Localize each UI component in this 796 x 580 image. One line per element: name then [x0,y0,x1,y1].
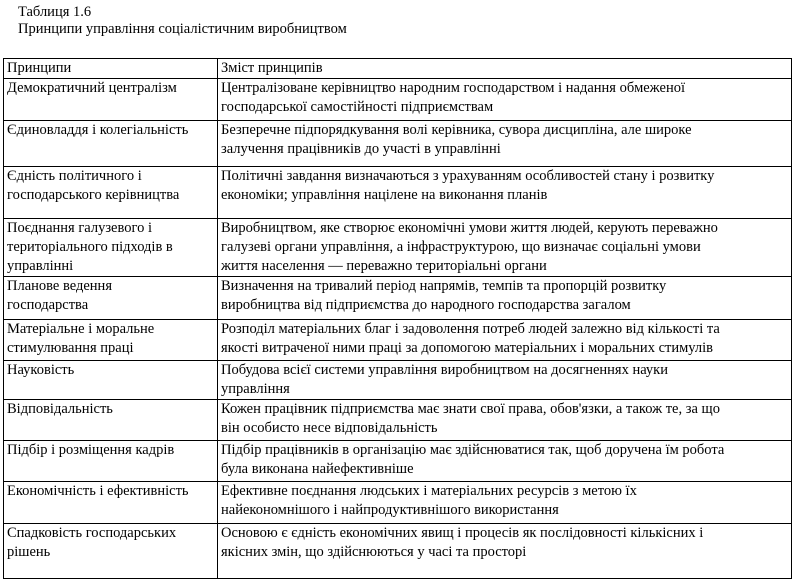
table-row [4,79,792,121]
table-row [4,121,792,167]
principles-table [3,58,792,579]
content-cell: Розподіл матеріальних благ і задоволення потреб людей залежно від кількості та якості витраченої ними праці за допомогою матеріальних і моральних стимулів [218,320,792,361]
principle-cell: Відповідальність [4,400,218,441]
content-cell: Визначення на тривалий період напрямів, темпів та пропорцій розвитку виробництва від підприємства до народного господарства загалом [218,277,792,320]
header-content: Зміст принципів [218,59,792,79]
content-cell: Політичні завдання визначаються з урахуванням особливостей стану і розвитку економіки; управління націлене на виконання планів [218,167,792,219]
content-cell: Кожен працівник підприємства має знати свої права, обов'язки, а також те, за що він особисто несе відповідальність [218,400,792,441]
table-row [4,219,792,277]
header-principles: Принципи [4,59,218,79]
principle-cell: Єдність політичного і господарського керівництва [4,167,218,219]
table-number: Таблиця 1.6 [18,4,92,20]
table-row [4,361,792,400]
principle-cell: Науковість [4,361,218,400]
content-cell: Централізоване керівництво народним господарством і надання обмеженої господарської самостійності підприємствам [218,79,792,121]
table-row [4,167,792,219]
content-cell: Ефективне поєднання людських і матеріальних ресурсів з метою їх найекономнішого і найпродуктивнішого використання [218,482,792,524]
table-header-row [4,59,792,79]
principle-cell: Поєднання галузевого і територіального підходів в управлінні [4,219,218,277]
principle-cell: Економічність і ефективність [4,482,218,524]
content-cell: Основою є єдність економічних явищ і процесів як послідовності кількісних і якісних змін, що здійснюються у часі та просторі [218,524,792,579]
table-row [4,277,792,320]
content-cell: Побудова всієї системи управління виробництвом на досягненнях науки управління [218,361,792,400]
table-row [4,441,792,482]
table-row [4,400,792,441]
principle-cell: Спадковість господарських рішень [4,524,218,579]
principle-cell: Демократичний централізм [4,79,218,121]
content-cell: Виробництвом, яке створює економічні умови життя людей, керують переважно галузеві органи управління, а інфраструктурою, що визначає соціальні умови життя населення — переважно територіальні органи [218,219,792,277]
principle-cell: Єдиновладдя і колегіальність [4,121,218,167]
table-row [4,320,792,361]
principle-cell: Планове ведення господарства [4,277,218,320]
principle-cell: Матеріальне і моральне стимулювання праці [4,320,218,361]
table-title: Принципи управління соціалістичним виробництвом [18,21,347,37]
table-row [4,482,792,524]
principle-cell: Підбір і розміщення кадрів [4,441,218,482]
content-cell: Підбір працівників в організацію має здійснюватися так, щоб доручена їм робота була виконана найефективніше [218,441,792,482]
table-row [4,524,792,579]
content-cell: Безперечне підпорядкування волі керівника, сувора дисципліна, але широке залучення працівників до участі в управлінні [218,121,792,167]
